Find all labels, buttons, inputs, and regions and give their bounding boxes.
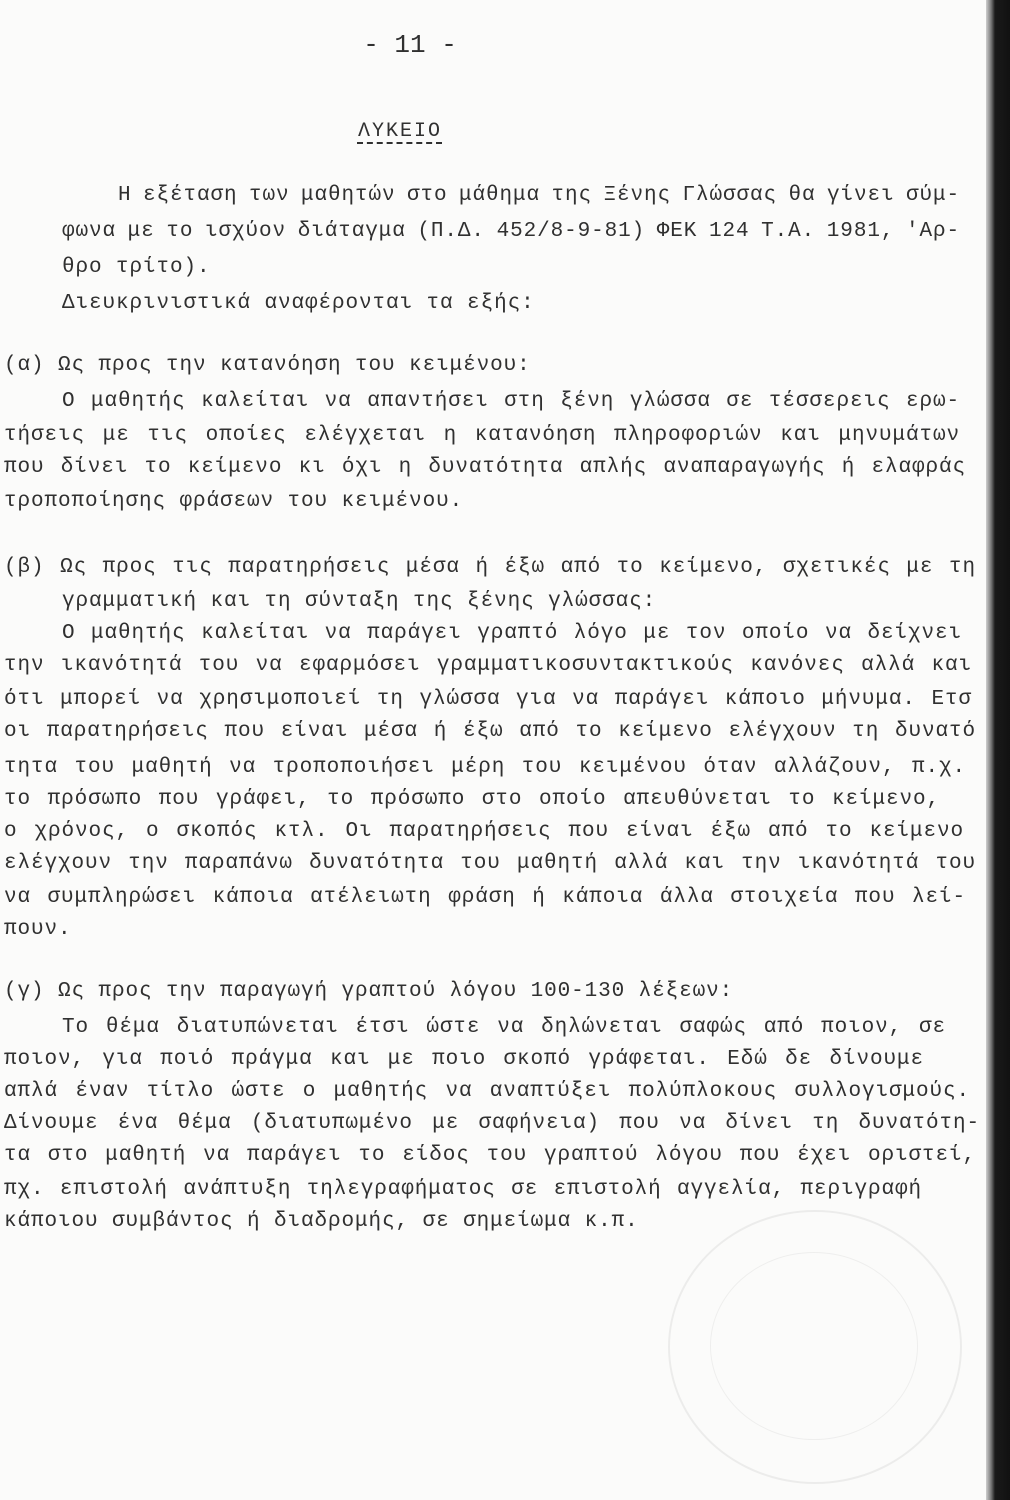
text-line: οι παρατηρήσεις που είναι μέσα ή έξω από το κείμενο ελέγχουν τη δυνατό: [4, 720, 976, 743]
text-line: Ο μαθητής καλείται να παράγει γραπτό λόγο με τον οποίο να δείχνει: [62, 622, 962, 645]
page-number: - 11 -: [363, 30, 457, 60]
text-line: ο χρόνος, ο σκοπός κτλ. Οι παρατηρήσεις που είναι έξω από το κείμενο: [4, 820, 964, 843]
text-line: πουν.: [4, 918, 72, 941]
text-line: θρο τρίτο).: [62, 256, 211, 279]
text-line: πχ. επιστολή ανάπτυξη τηλεγραφήματος σε επιστολή αγγελία, περιγραφή: [4, 1178, 922, 1201]
text-line: ελέγχουν την παραπάνω δυνατότητα του μαθητή αλλά και την ικανότητά του: [4, 852, 976, 875]
text-line: την ικανότητά του να εφαρμόσει γραμματικοσυντακτικούς κανόνες αλλά και: [4, 654, 972, 677]
text-line: (β) Ως προς τις παρατηρήσεις μέσα ή έξω από το κείμενο, σχετικές με τη: [4, 556, 976, 579]
text-line: (α) Ως προς την κατανόηση του κειμένου:: [4, 354, 531, 377]
section-heading: ΛΥΚΕΙΟ: [357, 120, 442, 143]
text-line: τα στο μαθητή να παράγει το είδος του γραπτού λόγου που έχει οριστεί,: [4, 1144, 976, 1167]
text-line: γραμματική και τη σύνταξη της ξένης γλώσσας:: [62, 590, 657, 613]
text-line: Ο μαθητής καλείται να απαντήσει στη ξένη γλώσσα σε τέσσερεις ερω-: [62, 390, 960, 413]
text-line: τήσεις με τις οποίες ελέγχεται η κατανόηση πληροφοριών και μηνυμάτων: [4, 424, 960, 447]
faded-stamp: [668, 1210, 962, 1484]
text-line: απλά έναν τίτλο ώστε ο μαθητής να αναπτύξει πολύπλοκους συλλογισμούς.: [4, 1080, 970, 1103]
text-line: Η εξέταση των μαθητών στο μάθημα της Ξένης Γλώσσας θα γίνει σύμ-: [118, 184, 960, 207]
text-line: φωνα με το ισχύον διάταγμα (Π.Δ. 452/8-9-81) ΦΕΚ 124 Τ.Α. 1981, 'Αρ-: [62, 220, 960, 243]
page-binding-edge: [986, 0, 1010, 1500]
text-line: ποιον, για ποιό πράγμα και με ποιο σκοπό γράφεται. Εδώ δε δίνουμε: [4, 1048, 924, 1071]
text-line: Δίνουμε ένα θέμα (διατυπωμένο με σαφήνεια) που να δίνει τη δυνατότη-: [4, 1112, 980, 1135]
text-line: το πρόσωπο που γράφει, το πρόσωπο στο οποίο απευθύνεται το κείμενο,: [4, 788, 940, 811]
text-line: κάποιου συμβάντος ή διαδρομής, σε σημείωμα κ.π.: [4, 1210, 639, 1233]
text-line: Το θέμα διατυπώνεται έτσι ώστε να δηλώνεται σαφώς από ποιον, σε: [62, 1016, 946, 1039]
text-line: τητα του μαθητή να τροποποιήσει μέρη του κειμένου όταν αλλάζουν, π.χ.: [4, 756, 966, 779]
text-line: ότι μπορεί να χρησιμοποιεί τη γλώσσα για να παράγει κάποιο μήνυμα. Ετσ: [4, 688, 972, 711]
text-line: να συμπληρώσει κάποια ατέλειωτη φράση ή κάποια άλλα στοιχεία που λεί-: [4, 886, 966, 909]
text-line: Διευκρινιστικά αναφέρονται τα εξής:: [62, 292, 535, 315]
text-line: που δίνει το κείμενο κι όχι η δυνατότητα απλής αναπαραγωγής ή ελαφράς: [4, 456, 966, 479]
text-line: τροποποίησης φράσεων του κειμένου.: [4, 490, 464, 513]
text-line: (γ) Ως προς την παραγωγή γραπτού λόγου 100-130 λέξεων:: [4, 980, 734, 1003]
